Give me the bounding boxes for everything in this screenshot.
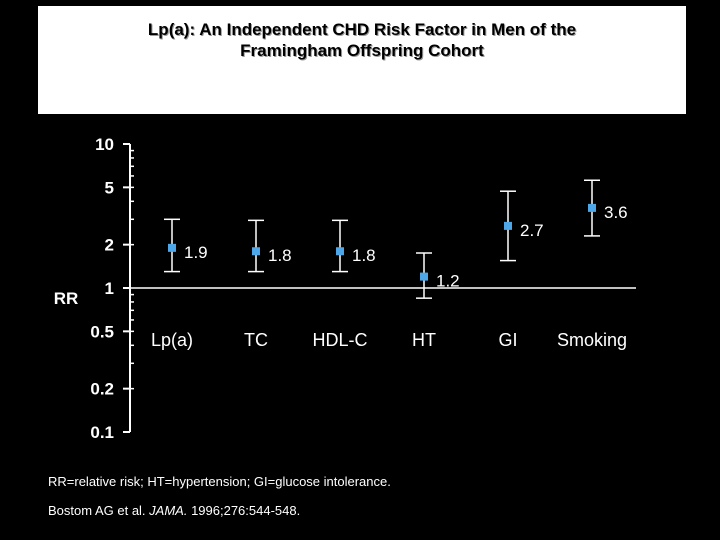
data-label: 1.8 (268, 246, 292, 266)
citation-authors: Bostom AG et al. (48, 503, 150, 518)
y-axis-label: RR (53, 289, 79, 308)
citation (48, 503, 300, 518)
data-point (504, 222, 512, 230)
y-tick-label: 10 (95, 135, 114, 154)
category-label: Lp(a) (150, 330, 194, 350)
data-label: 1.8 (352, 246, 376, 266)
y-tick-label: 5 (104, 178, 114, 198)
category-label: GI (498, 330, 518, 350)
data-label: 2.7 (520, 220, 544, 240)
data-point (336, 247, 344, 255)
footnote: RR=relative risk; HT=hypertension; GI=glucose intolerance. (48, 474, 391, 489)
data-point (168, 244, 176, 252)
data-point (420, 273, 428, 281)
category-label: HDL-C (312, 330, 368, 350)
category-label: HT (412, 330, 436, 350)
y-tick-label: 2 (104, 235, 114, 255)
data-label: 1.9 (184, 242, 208, 262)
y-tick-label: 1 (104, 279, 114, 298)
data-point (588, 204, 596, 212)
chart-title-line2: Framingham Offspring Cohort (240, 41, 484, 60)
data-point (252, 247, 260, 255)
y-tick-label: 0.2 (90, 379, 114, 399)
citation-journal: JAMA. (149, 503, 188, 518)
category-label: Smoking (556, 330, 628, 350)
y-tick-label: 0.5 (90, 322, 114, 342)
chart-title-line1: Lp(a): An Independent CHD Risk Factor in Men of the (147, 20, 577, 39)
data-label: 1.2 (436, 271, 460, 291)
citation-details: 1996;276:544-548. (187, 503, 301, 518)
y-tick-label: 0.1 (90, 423, 114, 442)
category-label: TC (244, 330, 268, 350)
data-label: 3.6 (604, 202, 628, 222)
